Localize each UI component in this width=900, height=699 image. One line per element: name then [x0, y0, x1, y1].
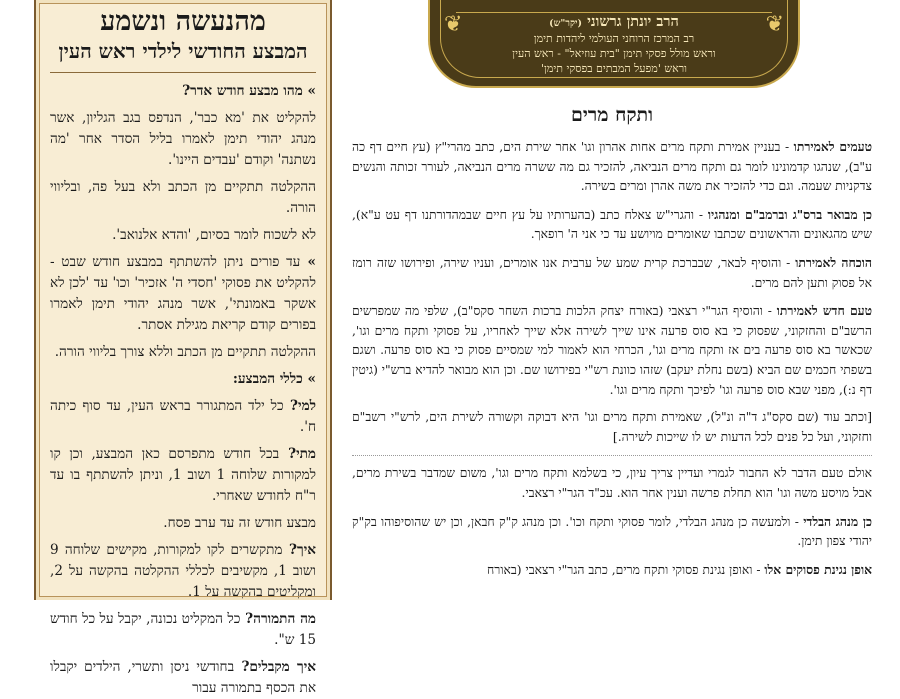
- article-paragraph: [352, 560, 872, 581]
- sidebar-body: [50, 81, 316, 699]
- article-paragraph-text: - בעניין אמירת ותקח מרים אחות אהרון וגו' אחר שירת הים, כתב מהרי"ץ (עץ חיים דף כה ע"ב), שנהגו קדמונינו לומר גם ותקח מרים הנביאה, להזכיר גם מה ששרה מרים הנביאה, לעורר זכותה והנשים צדקניות שעמה. וגם כדי להזכיר את משה אהרן ומרים בשירה.: [352, 140, 872, 194]
- author-title-line-3: וראש 'מפעל המבתים בפסקי תימן': [541, 62, 687, 75]
- article-paragraph-lead: כן מבואר ברס"ג וברמב"ם ומנהגיו: [707, 206, 872, 222]
- article-paragraph-text: - והוסיף לבאר, שבברכת קרית שמע של ערבית אנו אומרים, ועניו שירה, ופירושו שזה רומז אל פסוק ותען להם מרים.: [352, 255, 872, 290]
- sidebar-paragraph-text: מבצע חודש זה עד ערב פסח.: [163, 515, 316, 531]
- article-paragraph-lead: טעם חדש לאמירתו: [776, 303, 873, 319]
- sidebar-paragraph-text: עד פורים ניתן להשתתף במבצע חודש שבט - להקליט את פסוקי 'חסדי ה' אזכיר' וכו' עד 'לכן לא אשקר באמונתי', אשר מנהג יהודי תימן לאמרו בפורים קודם קריאת מגילת אסתר.: [50, 254, 316, 333]
- author-plaque: [428, 0, 800, 88]
- sidebar-paragraph-lead: מה התמורה?: [240, 611, 316, 627]
- sidebar-paragraph-text: ההקלטה תתקיים מן הכתב ולא בעל פה, ובליווי הורה.: [50, 179, 316, 216]
- article-paragraph: [352, 205, 872, 245]
- sidebar-paragraph: [50, 513, 316, 534]
- article-paragraph-text: - והגרי"ש צאלח כתב (בהערותיו על עץ חיים שבמהדורתנו דף עט ע"א), שיש מהגאונים והראשונים שכתבו שאומרים מויושע עד כי אני ה' רופאך.: [352, 207, 872, 242]
- sidebar-paragraph: [50, 369, 316, 390]
- sidebar-paragraph-text: כל ילד המתגורר בראש העין, עד סוף כיתה ח'.: [50, 398, 316, 435]
- bullet-icon: »: [302, 371, 316, 387]
- sidebar-paragraph: [50, 396, 316, 438]
- sidebar-subtitle: המבצע החודשי לילדי ראש העין: [58, 39, 308, 63]
- article-paragraph-text: - ואופן נגינת פסוקי ותקח מרים, כתב הגר"י רצאבי (באורח: [487, 562, 765, 577]
- sidebar-paragraph-text: בכל חודש מתפרסם כאן המבצע, וכן קו למקורות שלוחה 1 ושוב 1, וניתן להשתתף בו עד ר"ח לחודש שאחרי.: [50, 446, 317, 504]
- sidebar-divider: [50, 72, 316, 73]
- author-name: [430, 13, 798, 31]
- ornament-icon: ❦: [765, 12, 784, 37]
- article-paragraph-text: - והוסיף הגר"י רצאבי (באורח יצחק הלכות ברכות השחר סקס"ב), שלפי מה שמפרשים הרשב"ם והחזקוני, שפסוק כי בא סוס פרעה אינו שייך לשירה אלא שייך לאחריו, על פסוקי ותקח מרים וגו', שכאשר בא סוס פרעה בים אז ותקח מרים וגו', הכרחי הוא לאמור למי שמסיים פסוק כי בא סוס פרעה. ושגם בשפתי חכמים שם הביא (בשם נחלת יעקב) שזהו כוונת רש"י בפירושו שם. וכן הוא מבואר להדיא ברש"י (גיטין דף נ:), מפני שבא סוס פרעה וגו' לפיכך ותקח מרים וגו'.: [352, 304, 872, 397]
- plaque-top-text: [456, 0, 772, 13]
- sidebar-paragraph-lead: מהו מבצע חודש אדר?: [182, 83, 303, 99]
- left-margin-strip: [0, 0, 34, 600]
- article-paragraph-lead: כן מנהג הבלדי: [803, 513, 872, 529]
- article-paragraph: [352, 408, 872, 447]
- article-paragraph: [352, 253, 872, 293]
- article-paragraph-lead: טעמים לאמירתו: [793, 139, 872, 154]
- sidebar-paragraph-text: לא לשכוח לומר בסיום, 'והדא אלנואב'.: [112, 227, 316, 243]
- sidebar-paragraph: [50, 252, 316, 336]
- sidebar-paragraph-lead: כללי המבצע:: [232, 371, 303, 387]
- sidebar-box: [34, 0, 332, 696]
- sidebar-paragraph-lead: למי?: [283, 398, 316, 414]
- article-paragraph: [352, 301, 872, 400]
- sidebar-paragraph: [50, 540, 316, 603]
- author-name-suffix: (יקר"ש): [549, 18, 583, 29]
- article-paragraph: [352, 512, 872, 552]
- article-paragraph: [352, 137, 872, 197]
- sidebar-paragraph: [50, 81, 316, 102]
- main-article: [352, 104, 872, 588]
- sidebar-paragraph-text: בחודשי ניסן ותשרי, הילדים יקבלו את הכסף בתמורה עבור: [50, 659, 316, 696]
- ornament-icon: ❦: [444, 12, 463, 37]
- article-body: [352, 137, 872, 580]
- sidebar-paragraph-text: מתקשרים לקו למקורות, מקישים שלוחה 9 ושוב 1, מקשיבים לכללי ההקלטה בהקשה על 2, ומקליטים בהקשה על 1.: [50, 542, 316, 600]
- article-paragraph: [352, 464, 872, 503]
- sidebar-paragraph: [50, 657, 316, 699]
- sidebar-paragraph-text: כל המקליט נכונה, יקבל על כל חודש 15 ש".: [50, 611, 316, 648]
- article-divider: [352, 455, 872, 456]
- article-paragraph-lead: אופן נגינת פסוקים אלו: [764, 561, 872, 577]
- article-paragraph-text: [וכתב עוד (שם סקס"ג ד"ה ונ"ל), שאמירת ותקח מרים וגו' היא דבוקה וקשורה לשירת הים, לרש"י רשב"ם וחזקוני, ועל כל פנים לכל הדעות יש לו שייכות לשירה.]: [352, 410, 872, 444]
- article-paragraph-text: - ולמעשה כן מנהג הבלדי, לומר פסוקי ותקח וכו'. וכן מנהג ק"ק חבאן, וכן יש שהוסיפוהו בק"ק יהודי צפון תימן.: [352, 514, 872, 549]
- sidebar-paragraph-lead: מתי?: [279, 446, 316, 462]
- sidebar-paragraph-lead: איך מקבלים?: [234, 659, 316, 675]
- bullet-icon: »: [302, 83, 316, 99]
- article-title: ותקח מרים: [571, 104, 653, 126]
- sidebar-paragraph-text: ההקלטה תתקיים מן הכתב וללא צורך בליווי הורה.: [54, 344, 316, 360]
- sidebar-paragraph: [50, 225, 316, 246]
- sidebar-paragraph-text: להקליט את 'מא כבר', הנדפס בגב הגליון, אשר מנהג יהודי תימן לאמרו בליל הסדר אחר 'מה נשתנה' וקודם 'עבדים היינו'.: [50, 110, 316, 168]
- sidebar-paragraph: [50, 108, 316, 171]
- article-paragraph-lead: הוכחה לאמירתו: [795, 254, 872, 270]
- bullet-icon: »: [300, 254, 316, 270]
- sidebar-paragraph: [50, 177, 316, 219]
- sidebar-title: מהנעשה ונשמע: [100, 6, 266, 37]
- sidebar-paragraph: [50, 609, 316, 651]
- sidebar-paragraph: [50, 444, 316, 507]
- author-name-text: הרב יונתן גרשוני: [587, 13, 679, 30]
- sidebar-paragraph: [50, 342, 316, 363]
- article-paragraph-text: אולם טעם הדבר לא החבור לגמרי ועדיין צריך עיון, כי בשלמא ותקח מרים וגו', משום שמדבר בשירת מרים, אבל מויסע משה וגו' הוא תחלת פרשה וענין אחר הוא. עכ"ד הגר"י רצאבי.: [352, 466, 872, 500]
- author-title-line-2: וראש מולל פסקי תימן "בית עוזיאל" - ראש העין: [512, 47, 716, 60]
- sidebar-paragraph-lead: איך?: [282, 542, 316, 558]
- author-title-line-1: רב המרכז הרוחני העולמי ליהדות תימן: [533, 32, 695, 45]
